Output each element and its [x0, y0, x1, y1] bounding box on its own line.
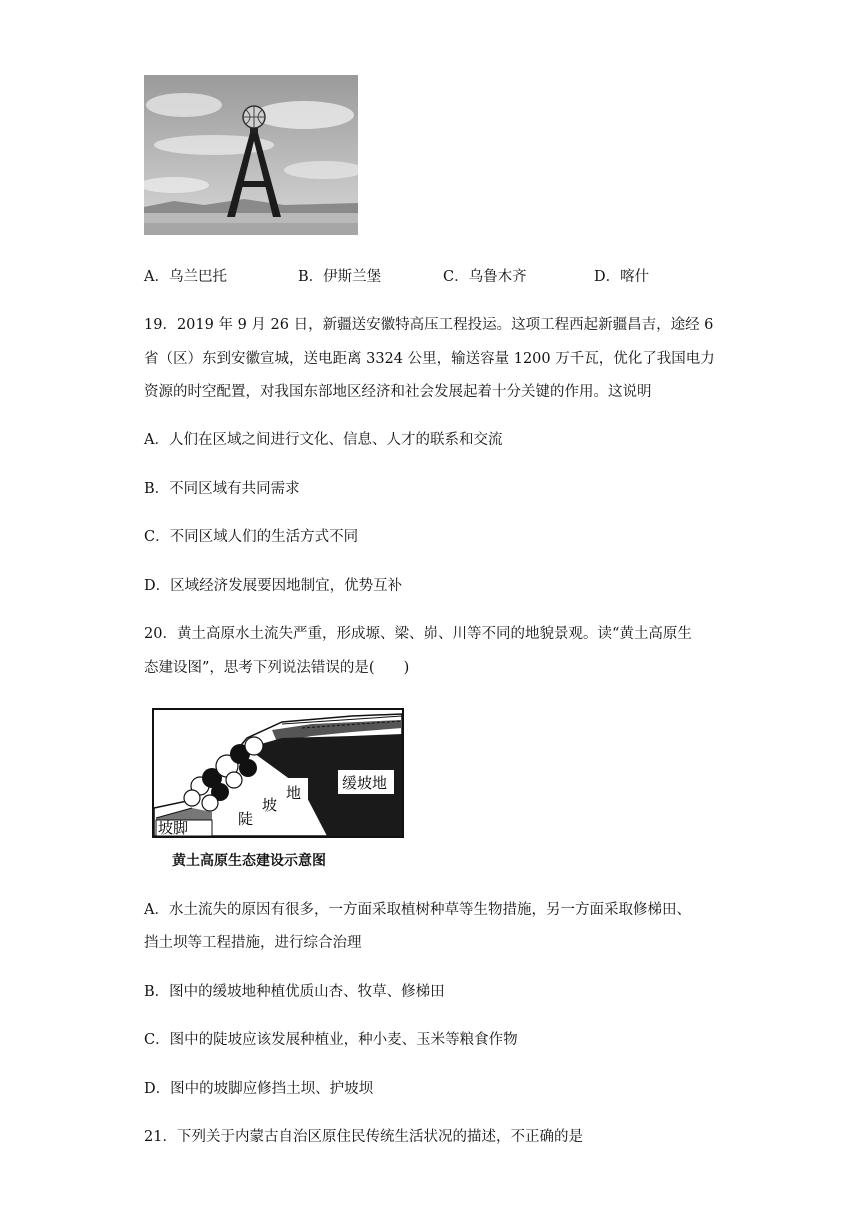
q19-option-a: A．人们在区域之间进行文化、信息、人才的联系和交流 — [144, 432, 503, 448]
q19-stem-line-2: 省（区）东到安徽宣城，送电距离 3324 公里，输送容量 1200 万千瓦，优化了我国电力 — [144, 351, 715, 367]
q20-option-a-line-2: 挡土坝等工程措施，进行综合治理 — [144, 935, 362, 951]
q20-option-b: B．图中的缓坡地种植优质山杏、牧草、修梯田 — [144, 984, 445, 1000]
q19-stem-line-1: 19．2019 年 9 月 26 日，新疆送安徽特高压工程投运。这项工程西起新疆昌吉，途经 6 — [144, 317, 714, 333]
q20-option-d: D．图中的坡脚应修挡土坝、护坡坝 — [144, 1081, 374, 1097]
q18-option-d: D．喀什 — [594, 269, 650, 285]
q19-option-c: C．不同区域人们的生活方式不同 — [144, 529, 359, 545]
q19-stem-line-3: 资源的时空配置，对我国东部地区经济和社会发展起着十分关键的作用。这说明 — [144, 384, 652, 400]
label-steep-1: 陡 — [238, 810, 254, 828]
q20-option-a-line-1: A．水土流失的原因有很多，一方面采取植树种草等生物措施，另一方面采取修梯田、 — [144, 902, 691, 918]
label-steep-3: 地 — [286, 784, 302, 802]
q19-option-d: D．区域经济发展要因地制宜，优势互补 — [144, 578, 403, 594]
q21-stem: 21．下列关于内蒙古自治区原住民传统生活状况的描述，不正确的是 — [144, 1129, 583, 1145]
label-gentle-slope: 缓坡地 — [342, 774, 388, 792]
q19-option-b: B．不同区域有共同需求 — [144, 481, 300, 497]
label-steep-2: 坡 — [262, 796, 278, 814]
loess-plateau-diagram — [152, 708, 404, 838]
diagram-caption: 黄土高原生态建设示意图 — [172, 853, 326, 869]
q20-stem-line-1: 20．黄土高原水土流失严重，形成塬、梁、峁、川等不同的地貌景观。读“黄土高原生 — [144, 626, 692, 642]
q18-option-b: B．伊斯兰堡 — [298, 269, 382, 285]
q20-stem-line-2: 态建设图”，思考下列说法错误的是( ) — [144, 660, 410, 676]
q18-option-a: A．乌兰巴托 — [144, 269, 227, 285]
q18-option-c: C．乌鲁木齐 — [443, 269, 527, 285]
landmark-tower-photo — [144, 75, 358, 235]
q20-option-c: C．图中的陡坡应该发展种植业，种小麦、玉米等粮食作物 — [144, 1032, 518, 1048]
label-foot: 坡脚 — [158, 819, 189, 837]
